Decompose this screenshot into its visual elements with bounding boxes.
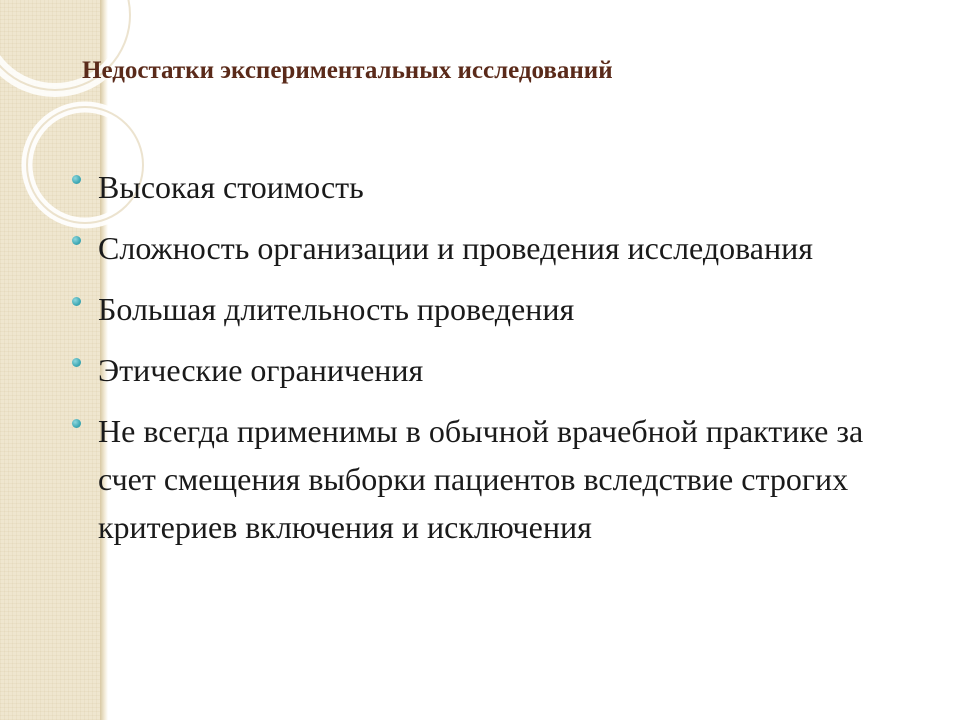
list-item xyxy=(98,285,928,333)
list-item xyxy=(98,346,928,394)
bullet-text: Этические ограничения xyxy=(98,352,424,388)
teal-dot-bullet-icon xyxy=(72,175,81,184)
bullet-text: Большая длительность проведения xyxy=(98,291,575,327)
bullet-text: Высокая стоимость xyxy=(98,169,364,205)
bullet-text: Сложность организации и проведения исследования xyxy=(98,230,813,266)
slide-title: Недостатки экспериментальных исследований xyxy=(82,57,613,84)
bullet-text: Не всегда применимы в обычной врачебной практике за счет смещения выборки пациентов вследствие строгих критериев включения и исключения xyxy=(98,413,864,545)
list-item xyxy=(98,224,928,272)
teal-dot-bullet-icon xyxy=(72,297,81,306)
bullet-list xyxy=(98,163,928,564)
teal-dot-bullet-icon xyxy=(72,236,81,245)
list-item xyxy=(98,163,928,211)
list-item xyxy=(98,407,928,551)
teal-dot-bullet-icon xyxy=(72,358,81,367)
teal-dot-bullet-icon xyxy=(72,419,81,428)
